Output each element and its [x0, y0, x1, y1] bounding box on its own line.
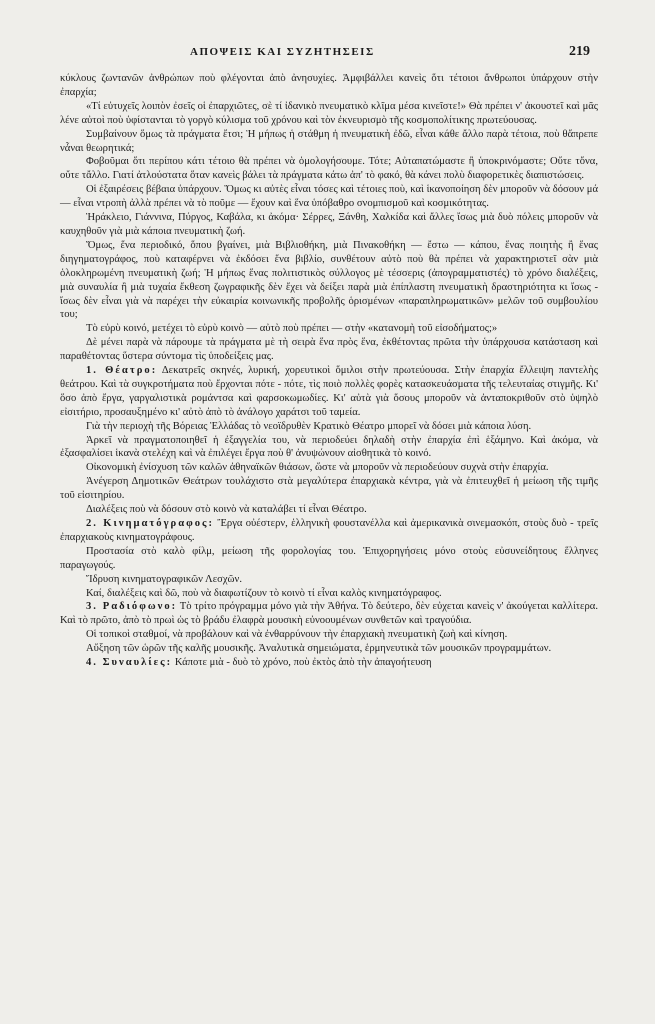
- paragraph-text: Δὲ μένει παρὰ νὰ πάρουμε τὰ πράγματα μὲ τὴ σειρὰ ἕνα πρὸς ἕνα, ἐκθέτοντας πρῶτα τὴν ὑπάρχουσα κατάσταση καὶ παραθέτοντας ὕστερα σύντομα τὶς ὑποδείξεις μας.: [60, 337, 598, 363]
- running-title: ΑΠΟΨΕΙΣ ΚΑΙ ΣΥΖΗΤΗΣΕΙΣ: [190, 46, 375, 58]
- paragraph-text: Οἰκονομικὴ ἐνίσχυση τῶν καλῶν ἀθηναϊκῶν θιάσων, ὥστε νὰ μποροῦν νὰ περιοδεύουν συχνὰ στὴν ἐπαρχία.: [86, 462, 549, 474]
- paragraph-text: Καί, διαλέξεις καὶ δῶ, ποὺ νὰ διαφωτίζουν τὸ κοινὸ τί εἶναι καλὸς κινηματόγραφος.: [86, 587, 442, 599]
- page-number: 219: [569, 44, 590, 59]
- paragraph: [60, 628, 598, 642]
- paragraph-text: Τὸ τρίτο πρόγραμμα μόνο γιὰ τὴν Ἀθήνα. Τὸ δεύτερο, δὲν εὐχεται κανεὶς ν' ἀκούγεται καλλίτερα. Καὶ τὸ πρῶτο, ἀπὸ τὸ πρωὶ ὡς τὸ βράδυ ἐλαφρὰ μουσικὴ εὐνοουμένων συνθετῶν καὶ τραγούδια.: [60, 601, 598, 627]
- paragraph: [60, 434, 598, 462]
- paragraph-text: Ὅμως, ἕνα περιοδικό, ὅπου βγαίνει, μιὰ Βιβλιοθήκη, μιὰ Πινακοθήκη — ἔστω — κάπου, ἕνας ποιητὴς ἢ ἕνας διηγηματογράφος, ποὺ καταφέρνει νὰ ἐκδόσει ἕνα βιβλίο, συνθέτουν αὐτὸ ποὺ θὰ πρέπει νὰ χαρακτηριστεῖ σὰν μιὰ ὁλοκληρωμένη πνευματικὴ ζωή; Ἡ μήπως ἕνας πολιτιστικὸς σύλλογος μὲ τέσσερις (ἀπογραμματιστές) τὸ χρόνο διαλέξεις, μιὰ συναυλία ἢ μιὰ τυχαία ἔκθεση ζωγραφικῆς δὲν ἔχει νὰ δείξει παρὰ μιὰ ἐπίπλαστη πνευματικὴ δραστηριότητα κι ἴσως - ἴσως δὲν εἶναι γιὰ νὰ παρέχει τὴν εὐκαιρία κοινωνικῆς προβολῆς ὁρισμένων «παραπληρωματικῶν» μελῶν τοῦ συμβουλίου του;: [60, 239, 598, 321]
- paragraph-text: Προστασία στὸ καλὸ φίλμ, μείωση τῆς φορολογίας του. Ἐπιχορηγήσεις μόνο στοὺς εὐσυνείδητους ἕλληνες παραγωγούς.: [60, 545, 598, 571]
- paragraph: [60, 545, 598, 573]
- paragraph: [60, 573, 598, 587]
- paragraph-text: Ἵδρυση κινηματογραφικῶν Λεσχῶν.: [86, 573, 242, 585]
- paragraph-text: Συμβαίνουν ὅμως τὰ πράγματα ἔτσι; Ἡ μήπως ἡ στάθμη ἡ πνευματικὴ ἐδῶ, εἶναι κάθε ἄλλο παρὰ τέτοια, ποὺ θἄπρεπε νἆναι θεωρητικά;: [60, 128, 598, 154]
- paragraph-text: Ἀνέγερση Δημοτικῶν Θεάτρων τουλάχιστο στὰ μεγαλύτερα ἐπαρχιακὰ κέντρα, γιὰ νὰ ἐπιτευχθεῖ ἡ μείωση τῆς τιμῆς τοῦ εἰσιτηρίου.: [60, 476, 598, 502]
- paragraph-text: Ἔργα οὐέστερν, ἑλληνικὴ φουστανέλλα καὶ ἀμερικανικὰ σινεμασκόπ, στοὺς δυὸ - τρεῖς ἐπαρχιακοὺς κινηματογράφους.: [60, 518, 598, 543]
- paragraph: [60, 364, 598, 420]
- article-body: [60, 72, 598, 670]
- section-heading: 1. Θέατρο:: [86, 365, 158, 377]
- paragraph: [60, 517, 598, 545]
- paragraph-text: Οἱ ἐξαιρέσεις βέβαια ὑπάρχουν. Ὅμως κι αὐτὲς εἶναι τόσες καὶ τέτοιες ποὺ, καὶ ἱκανοποίηση δὲν μποροῦν νὰ δόσουν μά — εἶναι ντροπὴ ἀλλὰ πρέπει νὰ τὸ ποῦμε — ἔχουν καὶ ἕνα ὑπόβαθρο σνομπισμοῦ καὶ κοσμικότητας.: [60, 184, 598, 210]
- paragraph: [60, 100, 598, 128]
- paragraph: [60, 461, 598, 475]
- paragraph-text: Γιὰ τὴν περιοχὴ τῆς Βόρειας Ἑλλάδας τὸ νεοϊδρυθὲν Κρατικὸ Θέατρο μπορεῖ νὰ δόσει μιὰ κάποια λύση.: [86, 420, 532, 432]
- paragraph: [60, 322, 598, 336]
- paragraph-text: Τὸ εὐρὺ κοινό, μετέχει τὸ εὐρὺ κοινὸ — αὐτὸ ποὺ πρέπει — στὴν «κατανομὴ τοῦ εἰσοδήματος;»: [86, 323, 498, 335]
- paragraph: [60, 128, 598, 156]
- paragraph: [60, 336, 598, 364]
- paragraph: [60, 503, 598, 517]
- section-heading: 3. Ραδιόφωνο:: [86, 601, 178, 613]
- page-header: [60, 44, 590, 62]
- paragraph: [60, 72, 598, 100]
- paragraph: [60, 656, 598, 670]
- paragraph-text: «Τί εὐτυχεῖς λοιπὸν ἐσεῖς οἱ ἐπαρχιῶτες, σὲ τί ἰδανικὸ πνευματικὸ κλῖμα μέσα κινεῖστε!» Θὰ πρέπει ν' ἀκουστεῖ καὶ μᾶς λένε αὐτοὶ ποὺ ὑφίστανται τὸ γοργὸ κύλισμα τοῦ χρόνου καὶ τὸν ἐκνευρισμὸ τῆς κοσμοπολίτικης πρωτεύουσας.: [60, 100, 598, 126]
- paragraph: [60, 600, 598, 628]
- paragraph: [60, 642, 598, 656]
- paragraph: [60, 239, 598, 322]
- section-heading: 2. Κινηματόγραφος:: [86, 518, 215, 529]
- section-heading: 4. Συναυλίες:: [86, 657, 173, 669]
- paragraph-text: Ἡράκλειο, Γιάννινα, Πύργος, Καβάλα, κι ἀκόμα· Σέρρες, Ξάνθη, Χαλκίδα καὶ ἄλλες ἴσως μιὰ δυὸ πόλεις μποροῦν νὰ καυχηθοῦν γιὰ μιὰ κάποια πνευματικὴ ζωή.: [60, 212, 598, 237]
- paragraph-text: Φοβοῦμαι ὅτι περίπου κάτι τέτοιο θὰ πρέπει νὰ ὁμολογήσουμε. Τότε; Αὐταπατώμαστε ἢ ὑποκρινόμαστε; Οὔτε τὄνα, οὔτε τἄλλο. Γιατί ἀτλούστατα ὅταν κανεὶς βάλει τὰ πράγματα κάτω ἀπ' τὸ φακό, θὰ κάνει πολὺ διαφορετικὲς διαπιστώσεις.: [60, 156, 598, 182]
- paragraph: [60, 211, 598, 239]
- paragraph: [60, 155, 598, 183]
- paragraph-text: Διαλέξεις ποὺ νὰ δόσουν στὸ κοινὸ νὰ καταλάβει τί εἶναι Θέατρο.: [86, 504, 367, 516]
- paragraph-text: Δεκατρεῖς σκηνές, λυρική, χορευτικοὶ ὅμιλοι στὴν πρωτεύουσα. Στὴν ἐπαρχία ἔλλειψη παντελὴς θεάτρου. Καὶ τὰ συγκροτήματα ποὺ ἔρχονται πότε - πότε, τὶς ποιὸ πολλὲς φορὲς κατασκευάσματα τῆς τελευταίας στιγμῆς. Κι' ὅσο ἀπὸ ἔργα, γαργαλιστικὰ ρομάντσα καὶ φαρσοκωμωδίες. Κι' αὐτὰ γιὰ ὅσους μποροῦν νὰ ἀνταποκριθοῦν στὸ ὑψηλὸ εἰσιτήριο, προσαυξημένο κι' αὐτὸ ἀπὸ τὸ ἀνάλογο χαράτσι τοῦ ταμεία.: [60, 365, 598, 418]
- paragraph-text: Ἀρκεῖ νὰ πραγματοποιηθεῖ ἡ ἐξαγγελία του, νὰ περιοδεύει δηλαδὴ στὴν ἐπαρχία ἐπὶ ἑξάμηνο. Καὶ ἀκόμα, νὰ ἐξασφαλίσει ἱκανὰ στελέχη καὶ νὰ ἐπιλέγει ἔργα ποὺ θ' ἀνυψώνουν αἰσθητικὰ τὸ κοινό.: [60, 434, 598, 460]
- paragraph: [60, 475, 598, 503]
- paragraph: [60, 587, 598, 601]
- paragraph-text: Κάποτε μιὰ - δυὸ τὸ χρόνο, ποὺ ἐκτὸς ἀπὸ τὴν ἀπαγοήτευση: [172, 657, 432, 669]
- paragraph-text: Αὔξηση τῶν ὡρῶν τῆς καλῆς μουσικῆς. Ἀναλυτικὰ σημειώματα, ἑρμηνευτικὰ τῶν μουσικῶν προγραμμάτων.: [86, 643, 552, 655]
- paragraph-text: κύκλους ζωντανῶν ἀνθρώπων ποὺ φλέγονται ἀπὸ ἀνησυχίες. Ἀμφιβάλλει κανεὶς ὅτι τέτοιοι ἄνθρωποι ὑπάρχουν στὴν ἐπαρχία;: [60, 73, 598, 98]
- paragraph-text: Οἱ τοπικοὶ σταθμοί, νὰ προβάλουν καὶ νὰ ἐνθαρρύνουν τὴν ἐπαρχιακὴ πνευματικὴ ζωὴ καὶ κίνηση.: [86, 629, 508, 641]
- paragraph: [60, 420, 598, 434]
- paragraph: [60, 183, 598, 211]
